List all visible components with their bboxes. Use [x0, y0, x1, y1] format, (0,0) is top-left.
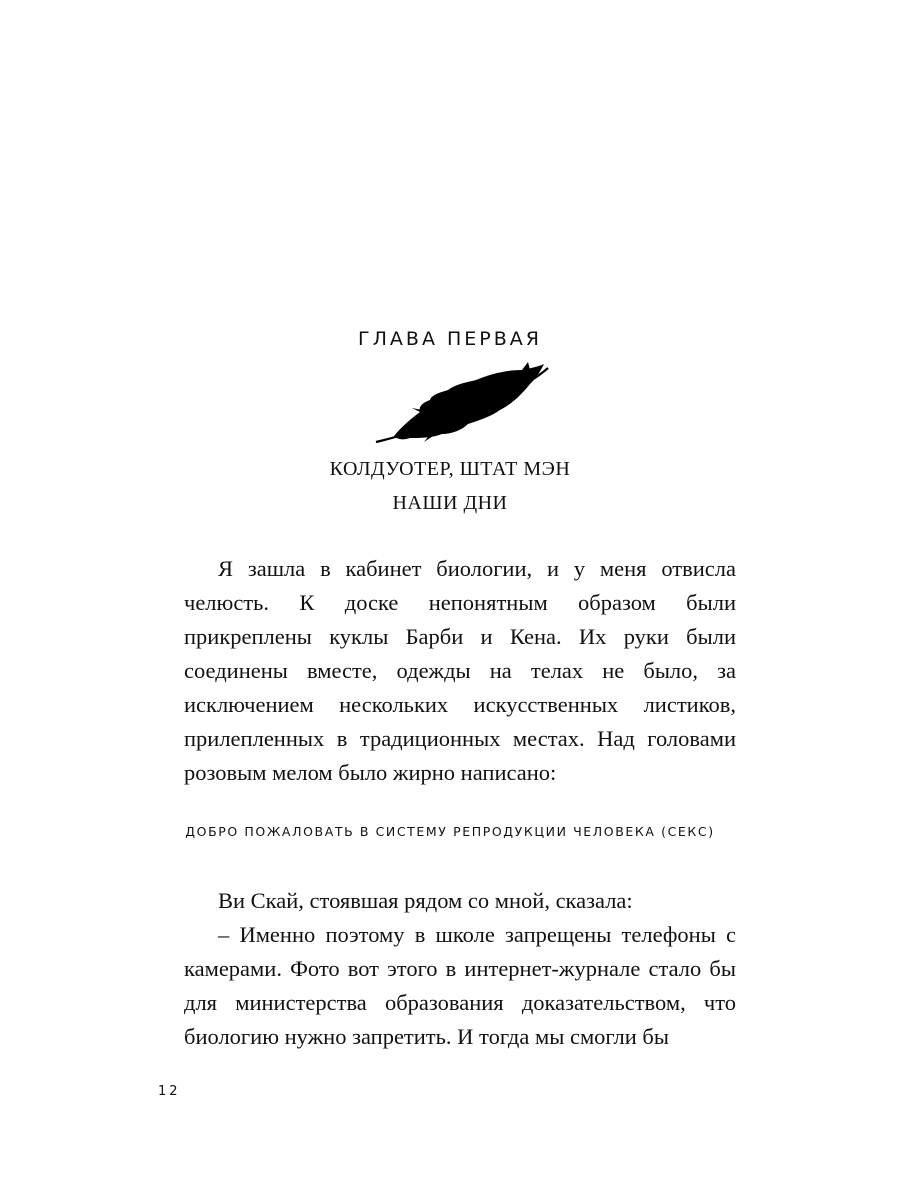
chapter-location: КОЛДУОТЕР, ШТАТ МЭН: [329, 458, 571, 480]
paragraph-2-text: Ви Скай, стоявшая рядом со мной, сказала:: [218, 888, 633, 913]
feather-icon: [372, 360, 552, 450]
paragraph-1: [184, 552, 736, 790]
paragraph-2: [184, 884, 736, 1054]
paragraph-1-text: Я зашла в кабинет биологии, и у меня отвисла челюсть. К доске непонятным образом были прикреплены куклы Барби и Кена. Их руки были соединены вместе, одежды на телах не было, за исключением нескольких искусственных листиков, прилепленных в традиционных местах. Над головами розовым мелом было жирно написано:: [184, 556, 736, 785]
page-number: 12: [158, 1084, 181, 1099]
chapter-time: НАШИ ДНИ: [392, 492, 508, 514]
chapter-label: ГЛАВА ПЕРВАЯ: [358, 328, 542, 350]
paragraph-3-text: – Именно поэтому в школе запрещены телефоны с камерами. Фото вот этого в интернет-журнале стало бы для министерства образования доказательством, что биологию нужно запретить. И тогда мы смогли бы: [184, 922, 736, 1049]
board-inscription: ДОБРО ПОЖАЛОВАТЬ В СИСТЕМУ РЕПРОДУКЦИИ ЧЕЛОВЕКА (СЕКС): [185, 824, 715, 839]
